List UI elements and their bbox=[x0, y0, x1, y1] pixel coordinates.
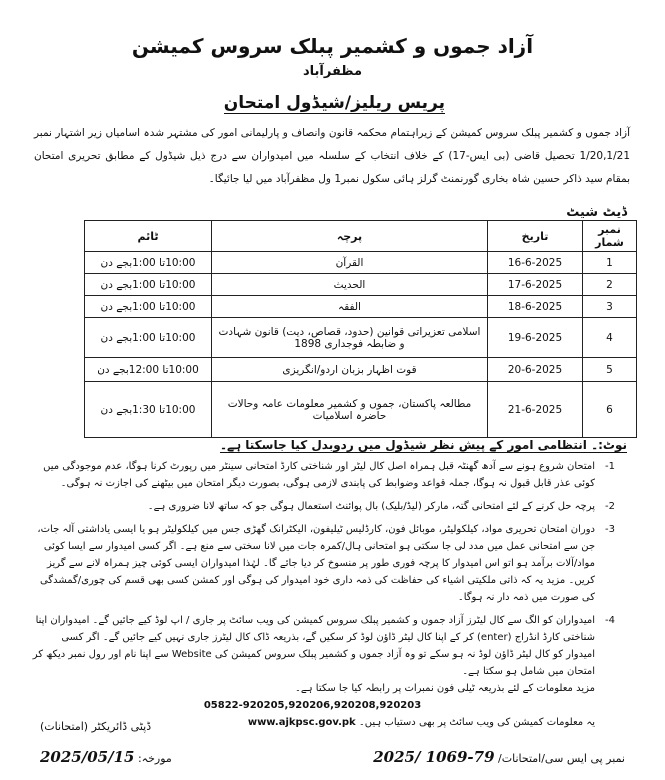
date-cell: 18-6-2025 bbox=[488, 296, 583, 318]
note-number: -4 bbox=[605, 615, 615, 626]
schedule-table bbox=[84, 220, 637, 438]
table-row bbox=[85, 252, 637, 274]
serial-cell: 6 bbox=[583, 382, 637, 438]
note-number: -2 bbox=[605, 501, 615, 512]
notes-list bbox=[30, 458, 635, 737]
note-item bbox=[30, 612, 635, 731]
note-item bbox=[30, 498, 635, 515]
paper-cell: قوت اظہار بزبان اردو/انگریزی bbox=[212, 358, 488, 382]
note-number: -1 bbox=[605, 461, 615, 472]
table-row bbox=[85, 382, 637, 438]
time-cell: 10:00تا 1:00بجے دن bbox=[85, 318, 212, 358]
website-label: یہ معلومات کمیشن کی ویب سائٹ پر بھی دستیاب ہیں۔ bbox=[358, 717, 595, 728]
intro-paragraph: آزاد جموں و کشمیر پبلک سروس کمیشن کے زیراہتمام محکمہ قانون وانصاف و پارلیمانی امور کی مشتہر شدہ اسامیاں زیر اشتہار نمبر 1/20,1/21 تحصیل قاضی (بی ایس-17) کے خلاف انتخاب کے سلسلہ میں امیدواران سے درج ذیل شیڈول کے مطابق تحریری امتحان بمقام سید ذاکر حسین شاہ بخاری گورنمنٹ گرلز ہائی سکول نمبر1 ول مظفرآباد میں لیا جائیگا۔ bbox=[34, 127, 630, 185]
header-serial: نمبر شمار bbox=[583, 221, 637, 252]
time-cell: 10:00تا 1:30بجے دن bbox=[85, 382, 212, 438]
contact-line bbox=[30, 680, 595, 697]
paper-cell: الحدیث bbox=[212, 274, 488, 296]
notes-heading: نوٹ:۔ انتظامی امور کے پیش نظر شیڈول میں ردوبدل کیا جاسکتا ہے۔ bbox=[220, 438, 627, 452]
note-item bbox=[30, 458, 635, 492]
contact-label: مزید معلومات کے لئے بذریعہ ٹیلی فون نمبرات پر رابطہ کیا جا سکتا ہے۔ bbox=[295, 683, 595, 694]
serial-cell: 5 bbox=[583, 358, 637, 382]
note-text: امتحان شروع ہونے سے آدھ گھنٹہ قبل ہمراہ اصل کال لیٹر اور شناختی کارڈ امتحانی سینٹر میں رپورٹ کرنا ہوگا، عدم موجودگی میں کوئی عذر قابل قبول نہ ہوگا، جملہ قواعد وضوابط کی پابندی لازمی ہوگی، بصورت دیگر امتحان میں بیٹھنے کی اجازت نہ ہوگی۔ bbox=[43, 461, 595, 489]
date-cell: 20-6-2025 bbox=[488, 358, 583, 382]
paper-cell: القرآن bbox=[212, 252, 488, 274]
header-time: ٹائم bbox=[85, 221, 212, 252]
table-row bbox=[85, 358, 637, 382]
signature-title: ڈپٹی ڈائریکٹر (امتحانات) bbox=[40, 720, 152, 733]
table-row bbox=[85, 296, 637, 318]
time-cell: 10:00تا 1:00بجے دن bbox=[85, 252, 212, 274]
note-text: پرچہ حل کرنے کے لئے امتحانی گتہ، مارکر (لیڈ/بلیک) بال پوائنٹ استعمال ہوگی جو کہ ساتھ لانا ضروری ہے۔ bbox=[147, 501, 595, 512]
note-text: دوران امتحان تحریری مواد، کیلکولیٹر، موبائل فون، کارڈلیس ٹیلیفون، الیکٹرانک گھڑی جس میں کیلکولیٹر ہو یا ایسی یاداشتی آلہ جات، جن سے امتحانی عمل میں مدد لی جا سکتی ہو امتحانی ہال/کمرہ جات میں لانا سختی سے منع ہے۔ اگر کسی امیدوار سے ایسا کوئی مواد/آلات برآمد ہو اتو اس امیدوار کا پرچہ فوری طور پر منسوخ کر دیا جائے گا۔ لہٰذا امیدواران ایسی کوئی چیز ہمراہ لانے سے گریز کریں۔ مزید یہ کہ ذاتی ملکیتی اشیاء کی حفاظت کی ذمہ داری خود امیدوار کی ہوگی اور کمشن کسی بھی قسم کی چوری/گمشدگی کی صورت میں ذمہ دار نہ ہوگا۔ bbox=[37, 524, 595, 603]
time-cell: 10:00تا 12:00بجے دن bbox=[85, 358, 212, 382]
datesheet-heading: ڈیٹ شیٹ bbox=[566, 205, 627, 220]
paper-cell: اسلامی تعزیراتی قوانین (حدود، قصاص، دیت) قانون شہادت و ضابطہ فوجداری 1898 bbox=[212, 318, 488, 358]
paper-cell: مطالعہ پاکستان، جموں و کشمیر معلومات عامہ وحالات حاضرہ اسلامیات bbox=[212, 382, 488, 438]
date-cell: 17-6-2025 bbox=[488, 274, 583, 296]
press-release-title: پریس ریلیز/شیڈول امتحان bbox=[223, 93, 445, 113]
table-row bbox=[85, 318, 637, 358]
reference-value: 2025/ 1069-79 bbox=[373, 748, 495, 766]
time-cell: 10:00تا 1:00بجے دن bbox=[85, 274, 212, 296]
dated bbox=[40, 748, 172, 766]
note-item bbox=[30, 521, 635, 606]
serial-cell: 4 bbox=[583, 318, 637, 358]
serial-cell: 1 bbox=[583, 252, 637, 274]
header-paper: پرچہ bbox=[212, 221, 488, 252]
header-date: تاریخ bbox=[488, 221, 583, 252]
serial-cell: 2 bbox=[583, 274, 637, 296]
organization-title: آزاد جموں و کشمیر پبلک سروس کمیشن bbox=[131, 34, 534, 58]
date-cell: 16-6-2025 bbox=[488, 252, 583, 274]
reference-label: نمبر پی ایس سی/امتحانات/ bbox=[498, 752, 625, 765]
date-value: 2025/05/15 bbox=[40, 748, 135, 766]
note-text: امیدواران کو الگ سے کال لیٹرز آزاد جموں و کشمیر پبلک سروس کمیشن کی ویب سائٹ پر جاری / اپ لوڈ کیے جائیں گے۔ امیدواران اپنا شناختی کارڈ انڈراج (enter) کر کے اپنا کال لیٹر ڈاؤن لوڈ کر سکیں گے، بذریعہ ڈاک کال لیٹرز جاری نہیں کیے جائیں گے۔ اگر کسی امیدوار کو کال لیٹر ڈاؤن لوڈ نہ ہو سکے تو وہ آزاد جموں و کشمیر پبلک سروس کمیشن کی Website سے اپنا نام اور رول نمبر دیکھ کر امتحان میں شامل ہو سکتا ہے۔ bbox=[32, 615, 595, 677]
serial-cell: 3 bbox=[583, 296, 637, 318]
paper-cell: الفقہ bbox=[212, 296, 488, 318]
date-cell: 19-6-2025 bbox=[488, 318, 583, 358]
city-subtitle: مظفرآباد bbox=[302, 64, 363, 79]
phones-line bbox=[30, 697, 595, 714]
time-cell: 10:00تا 1:00بجے دن bbox=[85, 296, 212, 318]
date-cell: 21-6-2025 bbox=[488, 382, 583, 438]
table-header-row bbox=[85, 221, 637, 252]
date-label: مورخہ: bbox=[137, 752, 172, 765]
reference-number bbox=[373, 748, 625, 766]
table-row bbox=[85, 274, 637, 296]
note-number: -3 bbox=[605, 524, 615, 535]
phone-numbers: 05822-920205,920206,920208,920203 bbox=[203, 700, 422, 711]
website-link[interactable]: www.ajkpsc.gov.pk bbox=[247, 717, 356, 728]
